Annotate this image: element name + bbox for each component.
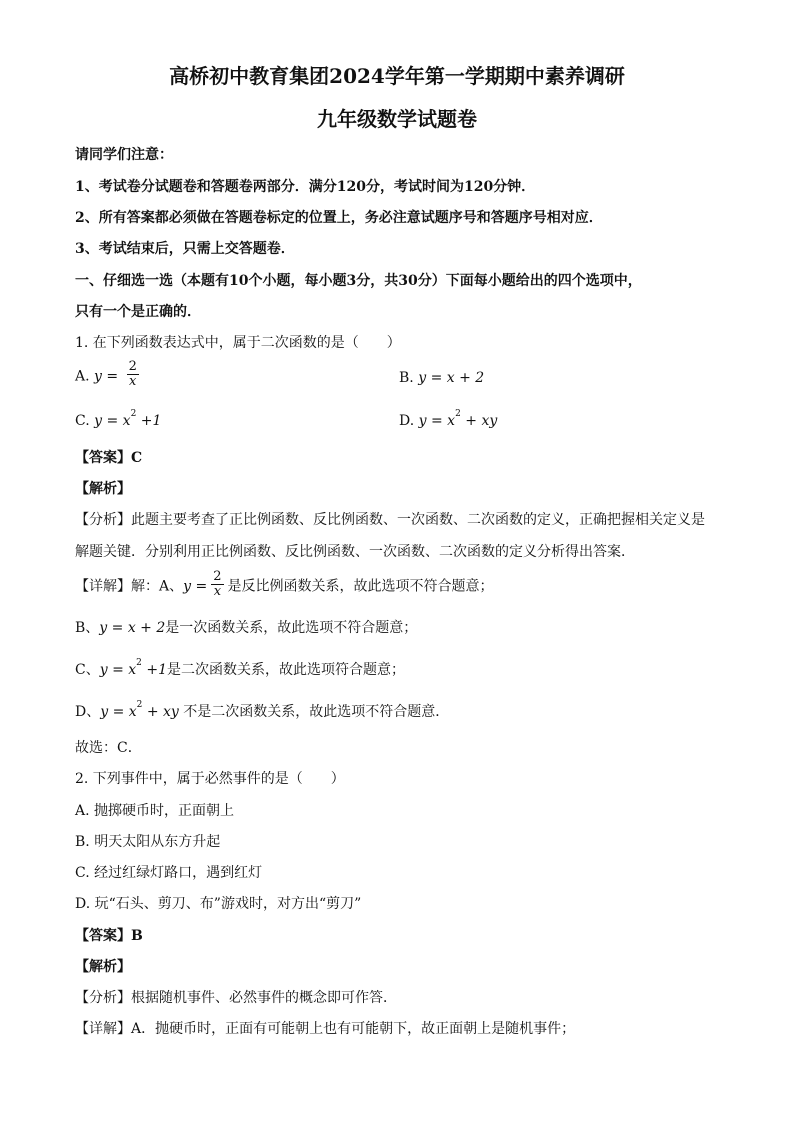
detail-b-text: 是一次函数关系，故此选项不符合题意；: [165, 620, 418, 636]
option-a-denominator: x: [129, 374, 137, 389]
option-c-exponent: 2: [130, 409, 137, 419]
option-d-expr-pre: y = x: [418, 413, 456, 429]
detail-a-text: 是反比例函数关系，故此选项不符合题意；: [227, 578, 494, 595]
q2-answer: 【答案】B: [75, 928, 143, 944]
detail-d-expr-post: + xy: [142, 704, 179, 720]
detail-c-prefix: C、: [75, 662, 100, 678]
detail-c-text: 是二次函数关系，故此选项符合题意；: [166, 662, 405, 678]
detail-c-expr-post: +1: [141, 662, 167, 678]
section-heading-line1: 一、仔细选一选（本题有10个小题，每小题3分，共30分）下面每小题给出的四个选项中，: [75, 273, 642, 289]
option-c-label: C.: [75, 413, 90, 429]
option-c-expr-pre: y = x: [94, 413, 131, 429]
q1-detail-c: [75, 658, 405, 678]
exam-title: 高桥初中教育集团2024学年第一学期期中素养调研: [169, 64, 625, 88]
section-heading-line2: 只有一个是正确的．: [75, 304, 201, 320]
notice-heading: 请同学们注意：: [75, 147, 173, 163]
exam-subtitle: 九年级数学试题卷: [317, 107, 477, 131]
notice-item-1: 1、考试卷分试题卷和答题卷两部分．满分120分，考试时间为120分钟．: [75, 179, 536, 195]
q1-conclusion: 故选：C．: [75, 740, 142, 756]
q1-analysis-line1: 【分析】此题主要考查了正比例函数、反比例函数、一次函数、二次函数的定义，正确把握相关定义是: [75, 512, 705, 528]
q2-option-d: D. 玩“石头、剪刀、布”游戏时，对方出“剪刀”: [75, 896, 362, 912]
q2-analysis-tag: 【解析】: [75, 959, 131, 975]
option-b-label: B.: [399, 370, 414, 386]
notice-item-2: 2、所有答案都必须做在答题卷标定的位置上，务必注意试题序号和答题序号相对应．: [75, 210, 603, 226]
q1-option-c: [75, 409, 162, 429]
q1-option-a: [75, 359, 143, 391]
option-b-expr: y = x + 2: [418, 370, 485, 386]
option-d-label: D.: [399, 413, 415, 429]
q2-detail: 【详解】A．抛硬币时，正面有可能朝上也有可能朝下，故正面朝上是随机事件；: [75, 1021, 576, 1037]
q2-option-b: B. 明天太阳从东方升起: [75, 834, 221, 850]
detail-c-exponent: 2: [136, 658, 142, 668]
option-d-expr-post: + xy: [460, 413, 498, 429]
q2-option-c: C. 经过红绿灯路口，遇到红灯: [75, 865, 263, 881]
option-d-exponent: 2: [455, 409, 461, 419]
option-a-y: y: [94, 368, 102, 385]
option-a-numerator: 2: [128, 359, 137, 374]
detail-a-denominator: x: [213, 584, 222, 599]
q2-analysis: 【分析】根据随机事件、必然事件的概念即可作答．: [75, 990, 397, 1006]
option-c-expr-post: +1: [136, 413, 162, 429]
q1-answer: 【答案】C: [75, 450, 143, 466]
detail-d-text: 不是二次函数关系，故此选项不符合题意．: [178, 704, 450, 720]
question-2-stem: 2. 下列事件中，属于必然事件的是（ ）: [75, 771, 345, 787]
q1-detail-d: [75, 700, 450, 720]
detail-d-exponent: 2: [136, 700, 143, 710]
q1-option-b: [399, 371, 484, 385]
q1-detail-b: [75, 621, 417, 635]
detail-b-prefix: B、: [75, 620, 100, 636]
detail-a-eq: =: [195, 578, 208, 595]
option-a-label: A.: [75, 368, 90, 385]
detail-c-expr-pre: y = x: [99, 662, 137, 678]
detail-a-fraction: [211, 570, 223, 599]
detail-b-expr: y = x + 2: [99, 620, 166, 636]
option-a-fraction: [127, 360, 139, 389]
detail-a-prefix: 【详解】解：A、: [75, 578, 184, 595]
option-a-eq: =: [106, 368, 119, 385]
question-1-stem: 1. 在下列函数表达式中，属于二次函数的是（ ）: [75, 335, 401, 351]
q1-detail-a: [75, 569, 494, 601]
notice-item-3: 3、考试结束后，只需上交答题卷．: [75, 241, 295, 257]
detail-d-prefix: D、: [75, 704, 101, 720]
q1-option-d: [399, 409, 498, 429]
q1-analysis-line2: 解题关键．分别利用正比例函数、反比例函数、一次函数、二次函数的定义分析得出答案．: [75, 544, 635, 560]
q1-analysis-tag: 【解析】: [75, 481, 131, 497]
detail-d-expr-pre: y = x: [100, 704, 137, 720]
detail-a-numerator: 2: [213, 569, 222, 584]
q2-option-a: A. 抛掷硬币时，正面朝上: [75, 803, 235, 819]
detail-a-y: y: [183, 578, 192, 595]
